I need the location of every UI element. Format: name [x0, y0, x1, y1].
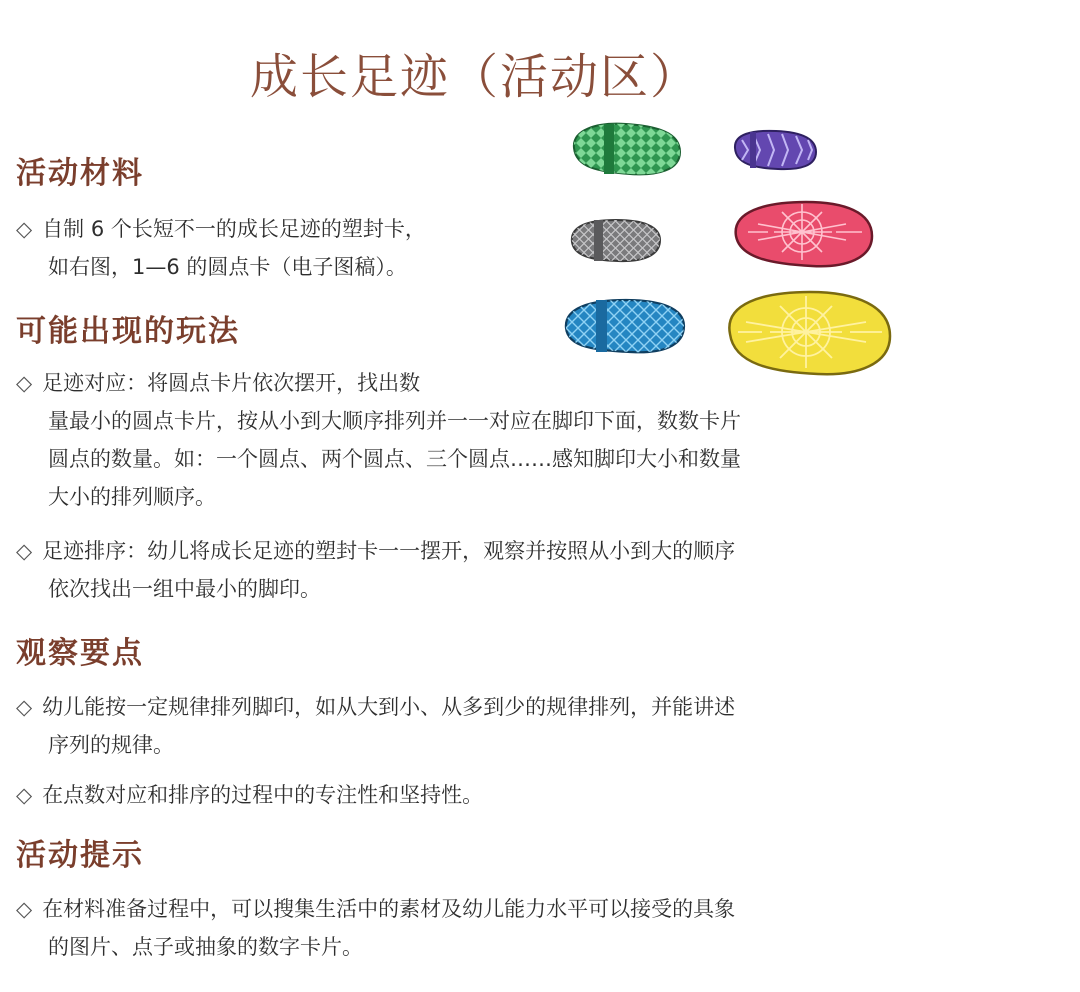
- list-item: [16, 364, 741, 516]
- text-line: 在点数对应和排序的过程中的专注性和坚持性。: [42, 783, 484, 807]
- footprint-gray: [566, 212, 666, 268]
- diamond-icon: ◇: [16, 371, 33, 395]
- list-item: [16, 688, 735, 764]
- list-item: [16, 532, 735, 608]
- diamond-icon: ◇: [16, 217, 33, 241]
- diamond-icon: ◇: [16, 783, 33, 807]
- text-line: 足迹对应：将圆点卡片依次摆开，找出数: [42, 371, 421, 395]
- text-line: 幼儿能按一定规律排列脚印，如从大到小、从多到少的规律排列，并能讲述: [42, 695, 736, 719]
- list-item: [16, 890, 735, 966]
- list-item: [16, 210, 426, 286]
- list-item: [16, 776, 483, 814]
- text-line: 的图片、点子或抽象的数字卡片。: [48, 935, 363, 959]
- footprint-green: [566, 118, 686, 182]
- heading-tips: 活动提示: [16, 838, 144, 873]
- text-line: 如右图，1—6 的圆点卡（电子图稿）。: [48, 255, 407, 279]
- text-line: 依次找出一组中最小的脚印。: [48, 577, 321, 601]
- text-line: 足迹排序：幼儿将成长足迹的塑封卡一一摆开，观察并按照从小到大的顺序: [42, 539, 736, 563]
- footprint-yellow: [722, 286, 896, 382]
- diamond-icon: ◇: [16, 897, 33, 921]
- text-line: 圆点的数量。如：一个圆点、两个圆点、三个圆点……感知脚印大小和数量: [48, 447, 741, 471]
- text-line: 量最小的圆点卡片，按从小到大顺序排列并一一对应在脚印下面，数数卡片: [48, 409, 741, 433]
- text-line: 序列的规律。: [48, 733, 174, 757]
- diamond-icon: ◇: [16, 539, 33, 563]
- text-line: 大小的排列顺序。: [48, 485, 216, 509]
- diamond-icon: ◇: [16, 695, 33, 719]
- text-line: 自制 6 个长短不一的成长足迹的塑封卡，: [42, 217, 426, 241]
- heading-observe: 观察要点: [16, 636, 144, 671]
- footprint-blue: [560, 292, 692, 360]
- heading-materials: 活动材料: [16, 156, 144, 191]
- page-title: 成长足迹（活动区）: [250, 49, 701, 105]
- heading-play: 可能出现的玩法: [16, 314, 240, 349]
- footprint-purple: [730, 126, 822, 174]
- footprint-pink: [728, 196, 878, 272]
- text-line: 在材料准备过程中，可以搜集生活中的素材及幼儿能力水平可以接受的具象: [42, 897, 736, 921]
